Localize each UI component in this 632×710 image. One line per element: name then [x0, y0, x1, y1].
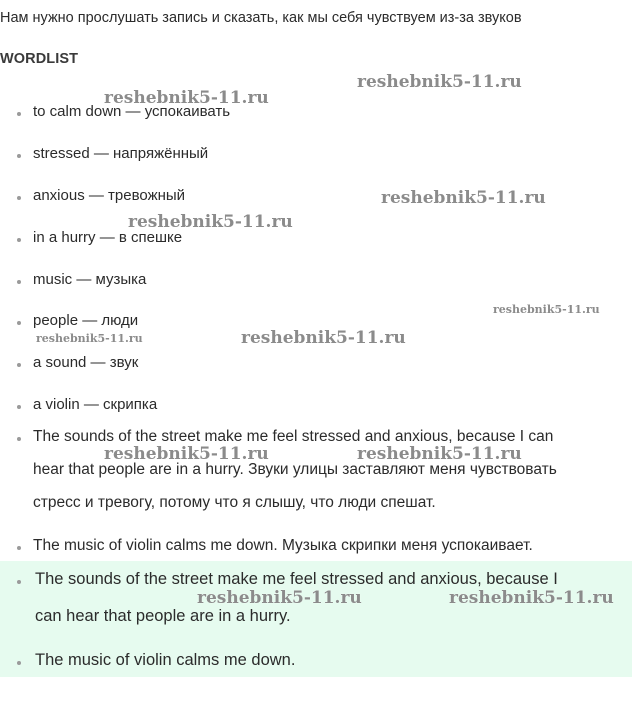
watermark: reshebnik5-11.ru [357, 72, 522, 92]
watermark: reshebnik5-11.ru [493, 303, 600, 316]
bullet-icon [17, 280, 21, 284]
word-entry: a violin — скрипка [33, 396, 158, 413]
bullet-icon [17, 238, 21, 242]
watermark: reshebnik5-11.ru [381, 188, 546, 208]
bullet-icon [17, 405, 21, 409]
word-entry: people — люди [33, 312, 139, 329]
answer-line: The sounds of the street make me feel stressed and anxious, because I [35, 570, 558, 588]
bullet-icon [17, 580, 21, 584]
answer-block [0, 561, 632, 677]
word-entry: to calm down — успокаивать [33, 103, 231, 120]
word-entry: in a hurry — в спешке [33, 229, 183, 246]
watermark: reshebnik5-11.ru [36, 332, 143, 345]
bullet-icon [17, 363, 21, 367]
bullet-icon [17, 321, 21, 325]
watermark: reshebnik5-11.ru [197, 588, 362, 608]
bullet-icon [17, 154, 21, 158]
word-entry: stressed — напряжённый [33, 145, 209, 162]
sentence-line: стресс и тревогу, потому что я слышу, что люди спешат. [33, 494, 436, 511]
watermark: reshebnik5-11.ru [104, 88, 269, 108]
bullet-icon [17, 112, 21, 116]
watermark: reshebnik5-11.ru [357, 444, 522, 464]
bullet-icon [17, 437, 21, 441]
bullet-icon [17, 546, 21, 550]
watermark: reshebnik5-11.ru [104, 444, 269, 464]
bullet-icon [17, 661, 21, 665]
word-entry: a sound — звук [33, 354, 139, 371]
bullet-icon [17, 196, 21, 200]
word-entry: music — музыка [33, 271, 147, 288]
wordlist-heading: WORDLIST [0, 51, 79, 67]
intro-text: Нам нужно прослушать запись и сказать, как мы себя чувствуем из-за звуков [0, 10, 522, 26]
sentence-line: The sounds of the street make me feel stressed and anxious, because I can [33, 428, 554, 445]
watermark: reshebnik5-11.ru [241, 328, 406, 348]
word-entry: anxious — тревожный [33, 187, 186, 204]
sentence-line: hear that people are in a hurry. Звуки улицы заставляют меня чувствовать [33, 461, 557, 478]
sentence-line: The music of violin calms me down. Музыка скрипки меня успокаивает. [33, 537, 533, 554]
watermark: reshebnik5-11.ru [449, 588, 614, 608]
watermark: reshebnik5-11.ru [128, 212, 293, 232]
answer-line: can hear that people are in a hurry. [35, 607, 291, 625]
answer-line: The music of violin calms me down. [35, 651, 296, 669]
